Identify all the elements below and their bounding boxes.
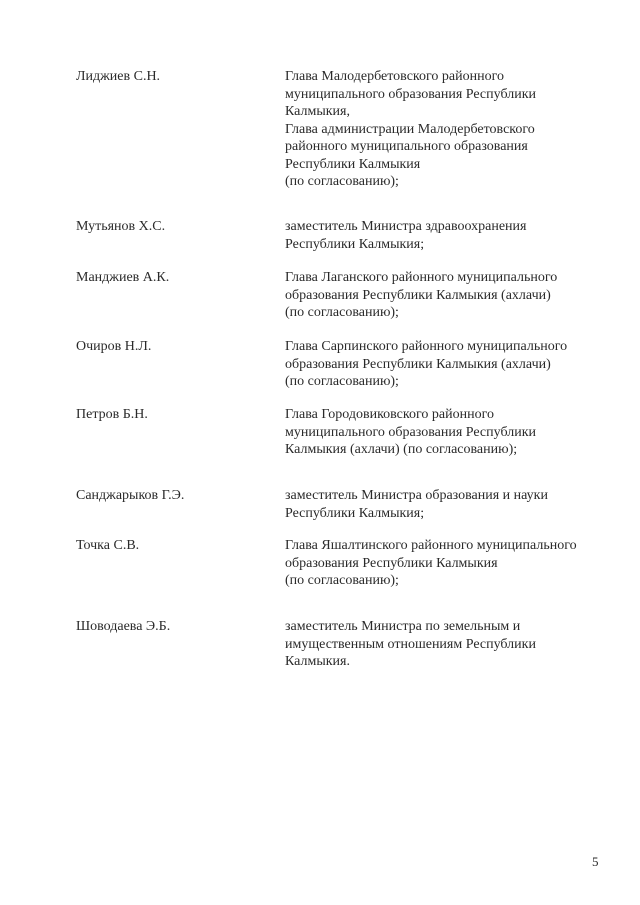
role-line: заместитель Министра здравоохранения [285, 219, 527, 234]
role-line: (по согласованию); [285, 573, 399, 588]
member-name: Шоводаева Э.Б. [76, 619, 171, 634]
member-role [285, 618, 615, 671]
role-line: имущественным отношениям Республики [285, 636, 536, 652]
role-line: Калмыкия (ахлачи) (по согласованию); [285, 442, 518, 457]
role-line: образования Республики Калмыкия (ахлачи) [285, 287, 551, 303]
member-role [285, 537, 615, 590]
member-name: Лиджиев С.Н. [76, 69, 161, 84]
role-line: муниципального образования Республики [285, 86, 536, 102]
role-line: образования Республики Калмыкия [285, 555, 498, 571]
member-name: Манджиев А.К. [76, 270, 170, 285]
role-line: муниципального образования Республики [285, 424, 536, 440]
role-line: Глава Малодербетовского районного [285, 69, 504, 84]
role-line: (по согласованию); [285, 374, 399, 389]
role-line: районного муниципального образования [285, 139, 528, 154]
role-line: Республики Калмыкия; [285, 236, 425, 252]
member-role [285, 338, 615, 391]
role-line: Глава Лаганского районного муниципального [285, 270, 558, 285]
role-line: Глава Городовиковского районного [285, 407, 494, 422]
role-line: заместитель Министра образования и науки [285, 488, 548, 503]
role-line: (по согласованию); [285, 305, 399, 320]
member-role [285, 218, 615, 253]
role-line: Глава Яшалтинского районного муниципального [285, 538, 577, 553]
member-role [285, 68, 615, 191]
member-name: Санджарыков Г.Э. [76, 488, 185, 503]
role-line: заместитель Министра по земельным и [285, 619, 521, 634]
role-line: Глава Сарпинского районного муниципального [285, 339, 568, 354]
role-line: Глава администрации Малодербетовского [285, 121, 535, 137]
role-line: Калмыкия, [285, 104, 350, 119]
role-line: Республики Калмыкия [285, 156, 421, 172]
role-line: (по согласованию); [285, 174, 399, 189]
member-role [285, 487, 615, 522]
role-line: Калмыкия. [285, 654, 350, 669]
member-role [285, 269, 615, 322]
page-number: 5 [592, 854, 599, 869]
member-role [285, 406, 615, 459]
member-name: Петров Б.Н. [76, 407, 148, 422]
role-line: образования Республики Калмыкия (ахлачи) [285, 356, 551, 372]
role-line: Республики Калмыкия; [285, 505, 425, 521]
member-name: Мутьянов Х.С. [76, 219, 166, 234]
member-name: Точка С.В. [76, 538, 140, 553]
member-name: Очиров Н.Л. [76, 339, 152, 354]
